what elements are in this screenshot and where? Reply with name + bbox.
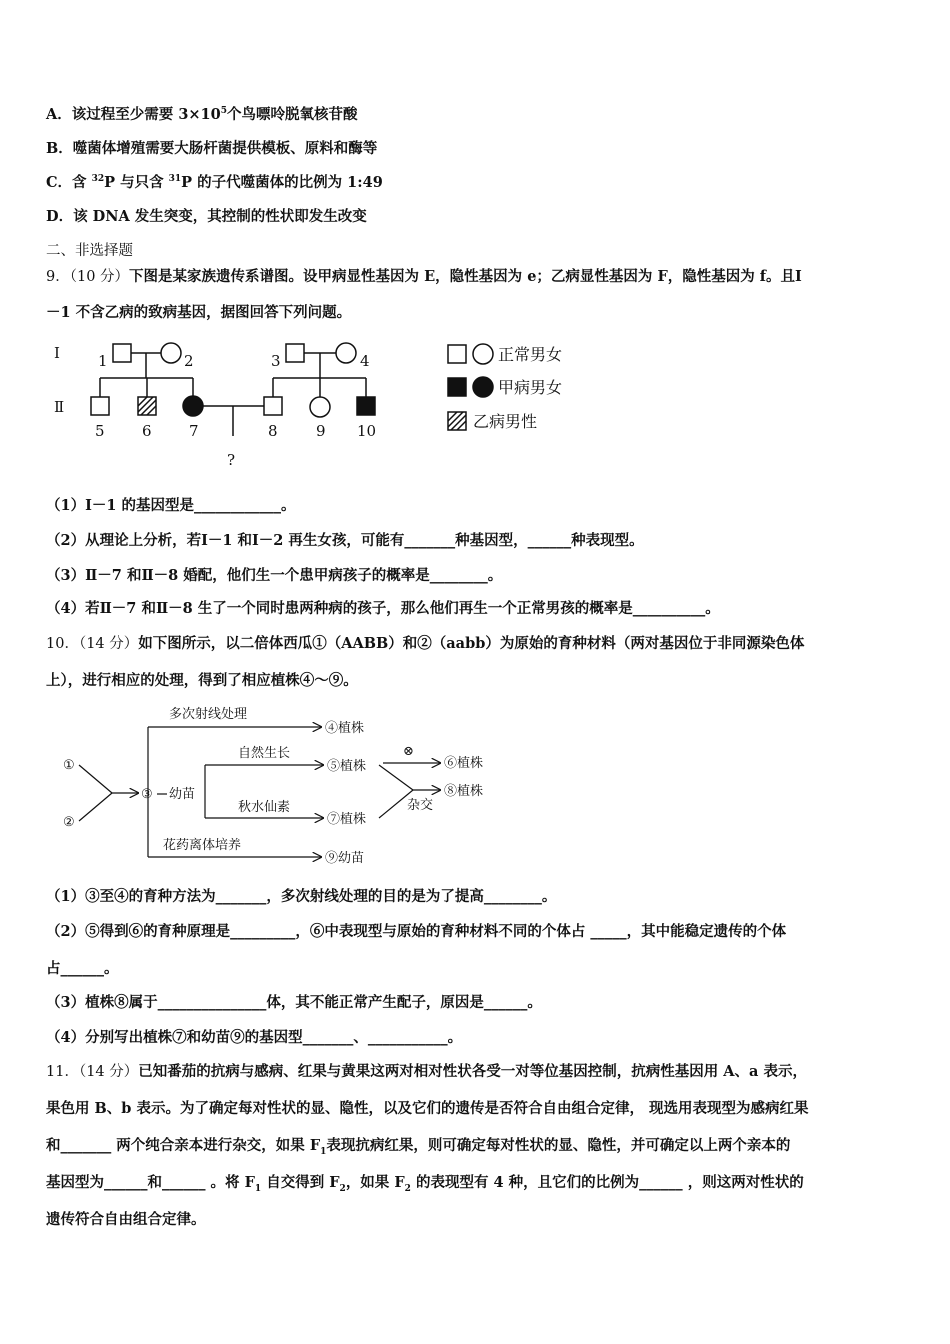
- q11-line1: 11．（14 分）已知番茄的抗病与感病、红果与黄果这两对相对性状各受一对等位基因控制，抗病性基因用 A、a 表示，: [46, 1063, 808, 1080]
- section-heading: 二、非选择题: [46, 243, 133, 259]
- q9-sub2: （2）从理论上分析，若Ⅰ－1 和Ⅰ－2 再生女孩，可能有_______种基因型，______种表现型。: [46, 532, 644, 549]
- q10-stem-line1: 10．（14 分）如下图所示，以二倍体西瓜①（AABB）和②（aabb）为原始的育种材料（两对基因位于非同源染色体: [46, 635, 805, 652]
- flow-cross-label: 杂交: [407, 798, 434, 813]
- pedigree-num-7: 7: [189, 422, 199, 440]
- pedigree-II7-female-jia: [183, 396, 203, 416]
- legend-yi-label: 乙病男性: [473, 412, 538, 431]
- q9-sub1: （1）Ⅰ－1 的基因型是____________。: [46, 497, 296, 514]
- flow-output-5: ⑤植株: [327, 759, 367, 774]
- flow-output-7: ⑦植株: [327, 812, 367, 827]
- q10-stem-line2: 上），进行相应的处理，得到了相应植株④～⑨。: [46, 672, 358, 689]
- q10-sub1: （1）③至④的育种方法为_______，多次射线处理的目的是为了提高________。: [46, 888, 557, 905]
- pedigree-num-4: 4: [360, 352, 370, 370]
- legend-normal-label: 正常男女: [498, 345, 563, 364]
- pedigree-gen-II-label: Ⅱ: [54, 398, 65, 416]
- pedigree-II8-male: [264, 397, 282, 415]
- flow-selfing-symbol: ⊗: [403, 744, 414, 759]
- pedigree-num-1: 1: [98, 352, 108, 370]
- legend-jia-label: 甲病男女: [498, 378, 563, 397]
- flow-seedling-label: 幼苗: [169, 787, 196, 802]
- pedigree-num-6: 6: [142, 422, 152, 440]
- pedigree-num-5: 5: [95, 422, 105, 440]
- flow-colchicine-label: 秋水仙素: [238, 800, 291, 815]
- option-a: A．该过程至少需要 $3\times 10^5$个鸟嘌呤脱氧核苷酸: [46, 106, 358, 123]
- q11-line5: 遗传符合自由组合定律。: [46, 1211, 206, 1228]
- flow-output-4: ④植株: [325, 721, 365, 736]
- pedigree-I4-female: [336, 343, 356, 363]
- pedigree-num-10: 10: [357, 422, 377, 440]
- pedigree-I1-male: [113, 344, 131, 362]
- pedigree-I3-male: [286, 344, 304, 362]
- flow-output-6: ⑥植株: [444, 756, 484, 771]
- pedigree-gen-I-label: Ⅰ: [54, 344, 60, 362]
- pedigree-II10-male-jia: [357, 397, 375, 415]
- option-b: B．噬菌体增殖需要大肠杆菌提供模板、原料和酶等: [46, 140, 378, 157]
- flow-parent-1: ①: [63, 758, 75, 773]
- q10-sub2-line1: （2）⑤得到⑥的育种原理是_________，⑥中表现型与原始的育种材料不同的个体占 _____，其中能稳定遗传的个体: [46, 923, 787, 940]
- flow-anther-culture-label: 花药离体培养: [163, 838, 242, 853]
- q9-stem-line2: －1 不含乙病的致病基因，据图回答下列问题。: [46, 304, 352, 321]
- breeding-flowchart: [55, 700, 525, 872]
- q11-line3: 和_______ 两个纯合亲本进行杂交，如果 $F_1$表现抗病红果，则可确定每对性状的显、隐性，并可确定以上两个亲本的: [46, 1137, 791, 1157]
- pedigree-unknown-child: ?: [227, 451, 236, 469]
- flow-hybrid-3: ③: [141, 787, 153, 802]
- legend-yi-male: [448, 412, 466, 430]
- legend-jia-female: [473, 377, 493, 397]
- option-c: C．含 $^{32}$P 与只含 $^{31}$P 的子代噬菌体的比例为 1:49: [46, 174, 383, 191]
- q11-line2: 果色用 B、b 表示。为了确定每对性状的显、隐性，以及它们的遗传是否符合自由组合定律， 现选用表现型为感病红果: [46, 1100, 809, 1117]
- pedigree-II5-male: [91, 397, 109, 415]
- q9-stem-line1: 9．（10 分）下图是某家族遗传系谱图。设甲病显性基因为 E，隐性基因为 e；乙病显性基因为 F，隐性基因为 f。且Ⅰ: [46, 268, 802, 285]
- option-d: D．该 DNA 发生突变，其控制的性状即发生改变: [46, 208, 367, 225]
- legend-normal-male: [448, 345, 466, 363]
- legend-normal-female: [473, 344, 493, 364]
- pedigree-num-8: 8: [268, 422, 278, 440]
- flow-parent-2: ②: [63, 815, 75, 830]
- pedigree-num-3: 3: [271, 352, 281, 370]
- q9-sub3: （3）Ⅱ－7 和Ⅱ－8 婚配，他们生一个患甲病孩子的概率是________。: [46, 567, 503, 584]
- flow-natural-growth-label: 自然生长: [238, 746, 291, 761]
- q11-line4: 基因型为______和______ 。将 $F_1$ 自交得到 $F_2$，如果 $F_2$ 的表现型有 4 种，且它们的比例为______ ，则这两对性状的: [46, 1174, 804, 1194]
- legend-jia-male: [448, 378, 466, 396]
- flow-output-9: ⑨幼苗: [325, 851, 365, 866]
- flow-radiation-label: 多次射线处理: [169, 707, 248, 722]
- q10-sub4: （4）分别写出植株⑦和幼苗⑨的基因型_______、___________。: [46, 1029, 463, 1046]
- pedigree-num-2: 2: [184, 352, 194, 370]
- pedigree-I2-female: [161, 343, 181, 363]
- q10-sub2-line2: 占______。: [46, 960, 119, 977]
- pedigree-II6-male-yi: [138, 397, 156, 415]
- pedigree-chart: [40, 330, 600, 475]
- pedigree-II9-female: [310, 397, 330, 417]
- q10-sub3: （3）植株⑧属于_______________体，其不能正常产生配子，原因是______。: [46, 994, 542, 1011]
- flow-output-8: ⑧植株: [444, 784, 484, 799]
- pedigree-num-9: 9: [316, 422, 326, 440]
- q9-sub4: （4）若Ⅱ－7 和Ⅱ－8 生了一个同时患两种病的孩子，那么他们再生一个正常男孩的概率是__________。: [46, 600, 720, 617]
